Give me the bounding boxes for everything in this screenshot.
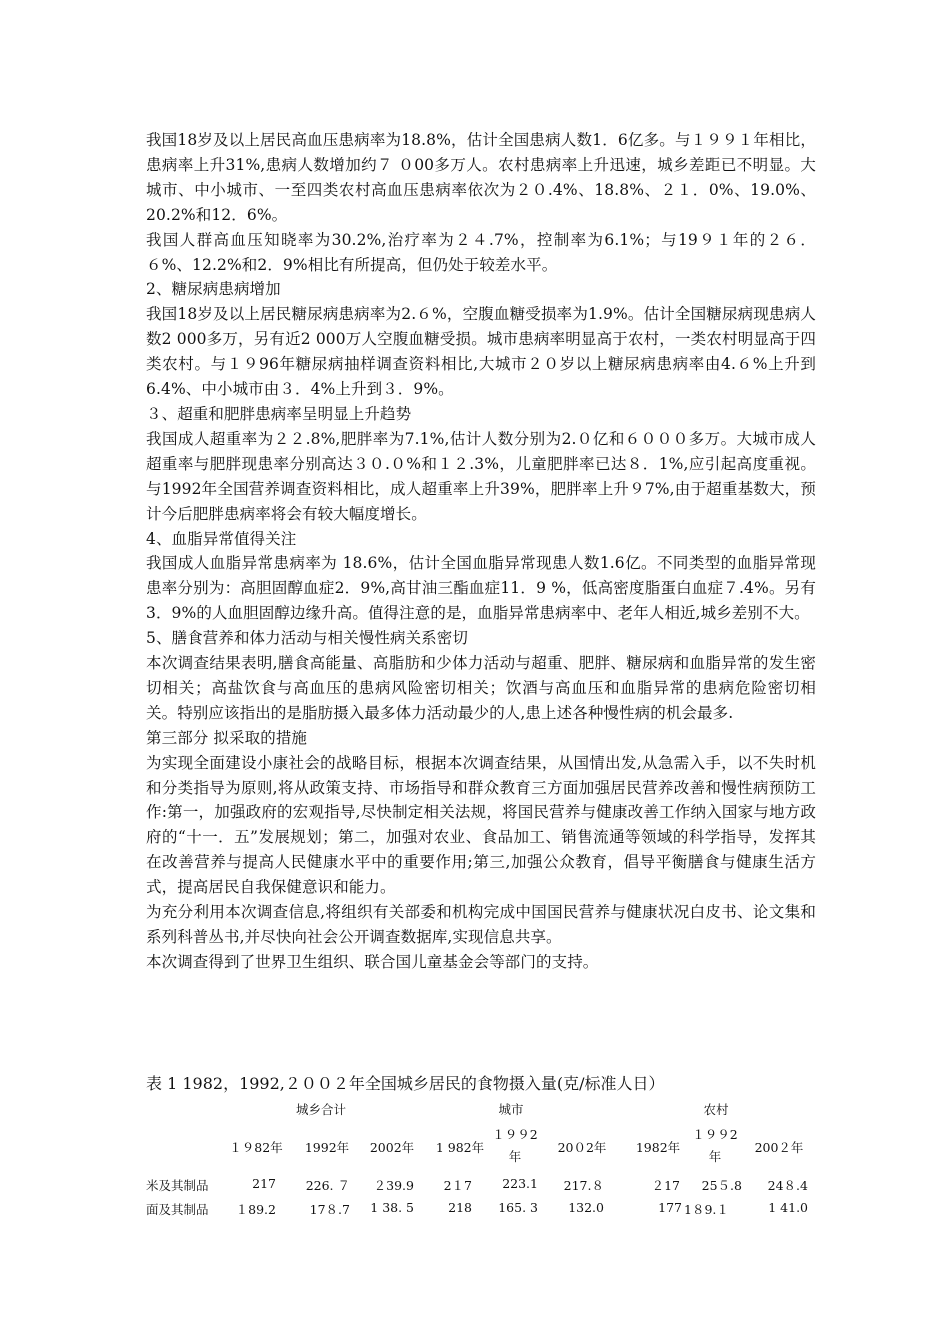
paragraph: 我国成人超重率为２２.8%,肥胖率为7.1%,估计人数分别为2.０亿和６０００多万。大城市成人超重率与肥胖现患率分别高达３０.０%和１２.3%，儿童肥胖率已达８．1%,应引起高度重视。与1992年全国营养调查资料相比，成人超重率上升39%，肥胖率上升９7%,由于超重基数大，预计今后肥胖患病率将会有较大幅度增长。 [146,429,816,523]
table-row-label: 面及其制品 [146,1202,209,1217]
table-cell: 25５.8 [701,1178,742,1193]
table-group-header: 农村 [703,1102,729,1117]
table-group-header: 城乡合计 [295,1102,346,1117]
table-cell: 177 [658,1200,682,1215]
table-cell: 226. ７ [305,1178,350,1193]
table-title: 表 1 1982，1992,２００２年全国城乡居民的食物摄入量(克/标准人日） [146,1074,665,1093]
table-cell: 132.0 [568,1200,604,1215]
paragraph: 我国18岁及以上居民高血压患病率为18.8%，估计全国患病人数1．6亿多。与１９９１年相比，患病率上升31%,患病人数增加约７ ０00多万人。农村患病率上升迅速，城乡差距已不明显。大城市、中小城市、一至四类农村高血压患病率依次为２０.4%、18.8%、２１．0%、19.0%、20.2%和12．6%。 [146,131,816,224]
paragraph: 我国成人血脂异常患病率为 18.6%，估计全国血脂异常现患人数1.6亿。不同类型的血脂异常现患率分别为：高胆固醇血症2．9%,高甘油三酯血症11．9 %，低高密度脂蛋白血症７.4%。另有3．9%的人血胆固醇边缘升高。值得注意的是，血脂异常患病率中、老年人相近,城乡差别不大。 [146,554,816,623]
table-row-label: 米及其制品 [146,1178,209,1193]
table-cell: 223.1 [502,1176,538,1191]
table-cell: ２39.9 [373,1178,414,1193]
table-cell: 217 [252,1176,276,1191]
paragraph: 我国18岁及以上居民糖尿病患病率为2.６%，空腹血糖受损率为1.9%。估计全国糖尿病现患病人数2 000多万，另有近2 000万人空腹血糖受损。城市患病率明显高于农村，一类农村明显高于四类农村。与１９96年糖尿病抽样调查资料相比,大城市２０岁以上糖尿病患病率由4.６%上升到6.4%、中小城市由３．4%上升到３．9%。 [146,305,816,399]
section-heading: 2、糖尿病患病增加 [146,280,281,299]
table-cell: 1 41.0 [768,1200,808,1215]
paragraph: 为充分利用本次调查信息,将组织有关部委和机构完成中国国民营养与健康状况白皮书、论文集和系列科普丛书,并尽快向社会公开调查数据库,实现信息共享。 [146,903,816,946]
section-heading: 4、血脂异常值得关注 [146,529,297,548]
table-year-header: 1 982年 [435,1140,485,1155]
table-year-header: １９82年 [229,1140,283,1155]
table-cell: 1 38. 5 [370,1200,414,1215]
table-cell: 165. 3 [498,1200,538,1215]
table-cell: 17８.7 [309,1202,350,1217]
table-year-header: 1992年 [304,1140,350,1155]
table-cell: 2１7 [443,1178,472,1193]
table-year-header: 2002年 [369,1140,415,1155]
table-cell: 218 [448,1200,472,1215]
section-heading: 第三部分 拟采取的措施 [146,728,308,747]
table-year-header: 200２年 [754,1140,804,1155]
paragraph: 本次调查得到了世界卫生组织、联合国儿童基金会等部门的支持。 [146,952,599,971]
table-cell: １89.2 [235,1202,276,1217]
table-cell: 1８9.１ [684,1202,729,1217]
paragraph: 本次调查结果表明,膳食高能量、高脂肪和少体力活动与超重、肥胖、糖尿病和血脂异常的发生密切相关；高盐饮食与高血压的患病风险密切相关；饮酒与高血压和血脂异常的患病危险密切相关。特别应该指出的是脂肪摄入最多体力活动最少的人,患上述各种慢性病的机会最多. [146,654,816,722]
table-cell: ２17 [651,1178,680,1193]
paragraph: 为实现全面建设小康社会的战略目标，根据本次调查结果，从国情出发,从急需入手，以不失时机和分类指导为原则,将从政策支持、市场指导和群众教育三方面加强居民营养改善和慢性病预防工作:第一，加强政府的宏观指导,尽快制定相关法规，将国民营养与健康改善工作纳入国家与地方政府的“十一．五”发展规划；第二，加强对农业、食品加工、销售流通等领域的科学指导，发挥其在改善营养与提高人民健康水平中的重要作用;第三,加强公众教育，倡导平衡膳食与健康生活方式，提高居民自我保健意识和能力。 [146,753,816,897]
table-year-header: 20０2年 [557,1140,607,1155]
table-year-header: １９９2年 [692,1127,738,1164]
table-year-header: １９９2年 [492,1127,538,1164]
section-heading: ３、超重和肥胖患病率呈明显上升趋势 [146,404,412,423]
table-cell: 217.８ [563,1178,604,1193]
table-cell: 24８.4 [767,1178,808,1193]
section-heading: 5、膳食营养和体力活动与相关慢性病关系密切 [146,629,468,648]
table-group-header: 城市 [498,1102,524,1117]
table-year-header: 1982年 [635,1140,681,1155]
paragraph: 我国人群高血压知晓率为30.2%,治疗率为２４.7%，控制率为6.1%；与19９１年的２６．６%、12.2%和2．9%相比有所提高，但仍处于较差水平。 [146,230,816,274]
document-body [146,128,816,975]
